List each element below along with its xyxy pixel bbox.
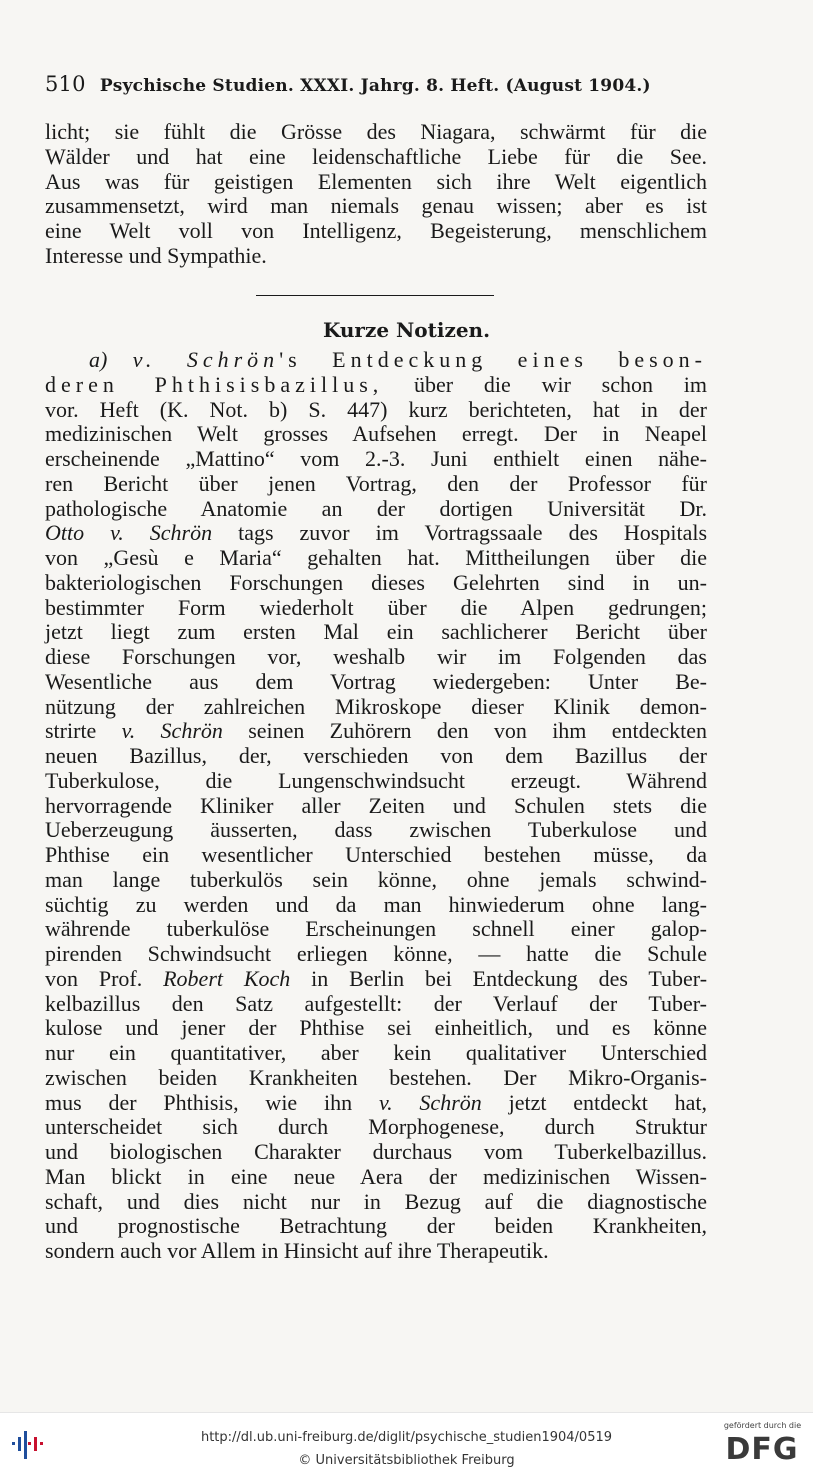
text-fragment: in Berlin bei Entdeckung des Tuber- bbox=[311, 965, 708, 991]
text-line: kelbazillus den Satz aufgestellt: der Verlauf der Tuber- bbox=[45, 990, 707, 1016]
funding-note: gefördert durch die bbox=[723, 1421, 802, 1430]
emphasis-text: 's Entdeckung eines beson- bbox=[279, 347, 707, 372]
text-line: diese Forschungen vor, weshalb wir im Folgenden das bbox=[45, 644, 707, 669]
text-line: ren Bericht über jenen Vortrag, den der Professor für bbox=[45, 470, 707, 496]
text-line: jetzt liegt zum ersten Mal ein sachlicherer Bericht über bbox=[45, 619, 707, 645]
page-number: 510 bbox=[45, 72, 86, 96]
text-line bbox=[45, 1091, 707, 1116]
text-line bbox=[45, 967, 707, 992]
viewer-footer bbox=[0, 1412, 813, 1474]
text-line: erscheinende „Mattino“ vom 2.-3. Juni enthielt einen nähe- bbox=[45, 446, 707, 471]
text-line: sondern auch vor Allem in Hinsicht auf ihre Therapeutik. bbox=[45, 1238, 549, 1263]
text-line: licht; sie fühlt die Grösse des Niagara, schwärmt für die bbox=[45, 119, 707, 144]
author-name: v. Schrön bbox=[132, 347, 280, 372]
text-line: und prognostische Betrachtung der beiden Krankheiten, bbox=[45, 1213, 707, 1239]
text-line: zusammensetzt, wird man niemals genau wissen; aber es ist bbox=[45, 193, 707, 219]
text-line: süchtig zu werden und da man hinwiederum ohne lang- bbox=[45, 891, 707, 917]
text-line: kulose und jener der Phthise sei einheitlich, und es könne bbox=[45, 1015, 707, 1041]
paragraph-continued bbox=[45, 120, 707, 269]
text-line: hervorragende Kliniker aller Zeiten und Schulen stets die bbox=[45, 792, 707, 818]
text-line: medizinischen Welt grosses Aufsehen erregt. Der in Neapel bbox=[45, 421, 707, 447]
section-divider bbox=[256, 295, 494, 296]
dfg-logo: DFG bbox=[725, 1432, 799, 1467]
text-line: von „Gesù e Maria“ gehalten hat. Mittheilungen über die bbox=[45, 545, 707, 570]
section-title: Kurze Notizen. bbox=[322, 318, 491, 342]
text-line: Man blickt in eine neue Aera der medizinischen Wissen- bbox=[45, 1163, 707, 1189]
text-fragment: tags zuvor im Vortragssaale des Hospitals bbox=[238, 520, 708, 546]
running-title: Psychische Studien. XXXI. Jahrg. 8. Heft. (August 1904.) bbox=[99, 76, 651, 96]
text-line bbox=[45, 719, 707, 744]
person-name: Otto v. Schrön bbox=[45, 520, 213, 546]
text-line: schaft, und dies nicht nur in Bezug auf die diagnostische bbox=[45, 1188, 707, 1214]
text-line: nur ein quantitativer, aber kein qualitativer Unterschied bbox=[45, 1040, 707, 1065]
text-line: Aus was für geistigen Elementen sich ihre Welt eigentlich bbox=[45, 168, 707, 194]
text-fragment: von Prof. bbox=[45, 965, 143, 991]
source-url[interactable]: http://dl.ub.uni-freiburg.de/diglit/psychische_studien1904/0519 bbox=[200, 1430, 613, 1445]
text-line: Interesse und Sympathie. bbox=[45, 242, 267, 268]
text-fragment: strirte bbox=[45, 718, 97, 744]
notice-paragraph bbox=[45, 348, 707, 1264]
text-line: bestimmter Form wiederholt über die Alpen gedrungen; bbox=[45, 594, 707, 620]
text-line: Tuberkulose, die Lungenschwindsucht erzeugt. Während bbox=[45, 767, 707, 793]
text-line bbox=[45, 348, 707, 373]
text-line: Phthise ein wesentlicher Unterschied bestehen müsse, da bbox=[45, 842, 707, 867]
text-line bbox=[45, 521, 707, 546]
text-line: und biologischen Charakter durchaus vom Tuberkelbazillus. bbox=[45, 1139, 707, 1164]
text-line: Ueberzeugung äusserten, dass zwischen Tuberkulose und bbox=[45, 817, 707, 843]
text-line: Wesentliche aus dem Vortrag wiedergeben: Unter Be- bbox=[45, 668, 707, 694]
emphasis-text: deren Phthisisbazillus, bbox=[45, 371, 384, 397]
text-line: man lange tuberkulös sein könne, ohne jemals schwind- bbox=[45, 866, 707, 892]
text-fragment: mus der Phthisis, wie ihn bbox=[45, 1089, 353, 1115]
text-line: währende tuberkulöse Erscheinungen schnell einer galop- bbox=[45, 916, 707, 942]
person-name: v. Schrön bbox=[378, 1089, 482, 1115]
text-fragment: über die wir schon im bbox=[414, 371, 707, 397]
copyright-notice: © Universitätsbibliothek Freiburg bbox=[298, 1453, 515, 1468]
text-line: eine Welt voll von Intelligenz, Begeisterung, menschlichem bbox=[45, 218, 707, 243]
text-line: neuen Bazillus, der, verschieden von dem Bazillus der bbox=[45, 743, 707, 768]
running-head bbox=[45, 72, 705, 96]
text-line: pirenden Schwindsucht erliegen könne, — hatte die Schule bbox=[45, 941, 707, 966]
text-fragment: jetzt entdeckt hat, bbox=[508, 1089, 708, 1115]
text-line: bakteriologischen Forschungen dieses Gelehrten sind in un- bbox=[45, 569, 707, 595]
text-line: pathologische Anatomie an der dortigen Universität Dr. bbox=[45, 495, 707, 521]
text-line: Wälder und hat eine leidenschaftliche Liebe für die See. bbox=[45, 143, 707, 169]
text-line: vor. Heft (K. Not. b) S. 447) kurz berichteten, hat in der bbox=[45, 396, 707, 422]
text-line bbox=[45, 373, 707, 398]
person-name: v. Schrön bbox=[121, 718, 223, 744]
person-name: Robert Koch bbox=[163, 965, 291, 991]
item-label: a) bbox=[89, 347, 108, 372]
text-line: zwischen beiden Krankheiten bestehen. Der Mikro-Organis- bbox=[45, 1064, 707, 1090]
text-line: nützung der zahlreichen Mikroskope dieser Klinik demon- bbox=[45, 693, 707, 719]
text-line: unterscheidet sich durch Morphogenese, durch Struktur bbox=[45, 1114, 707, 1140]
text-fragment: seinen Zuhörern den von ihm entdeckten bbox=[248, 718, 707, 744]
